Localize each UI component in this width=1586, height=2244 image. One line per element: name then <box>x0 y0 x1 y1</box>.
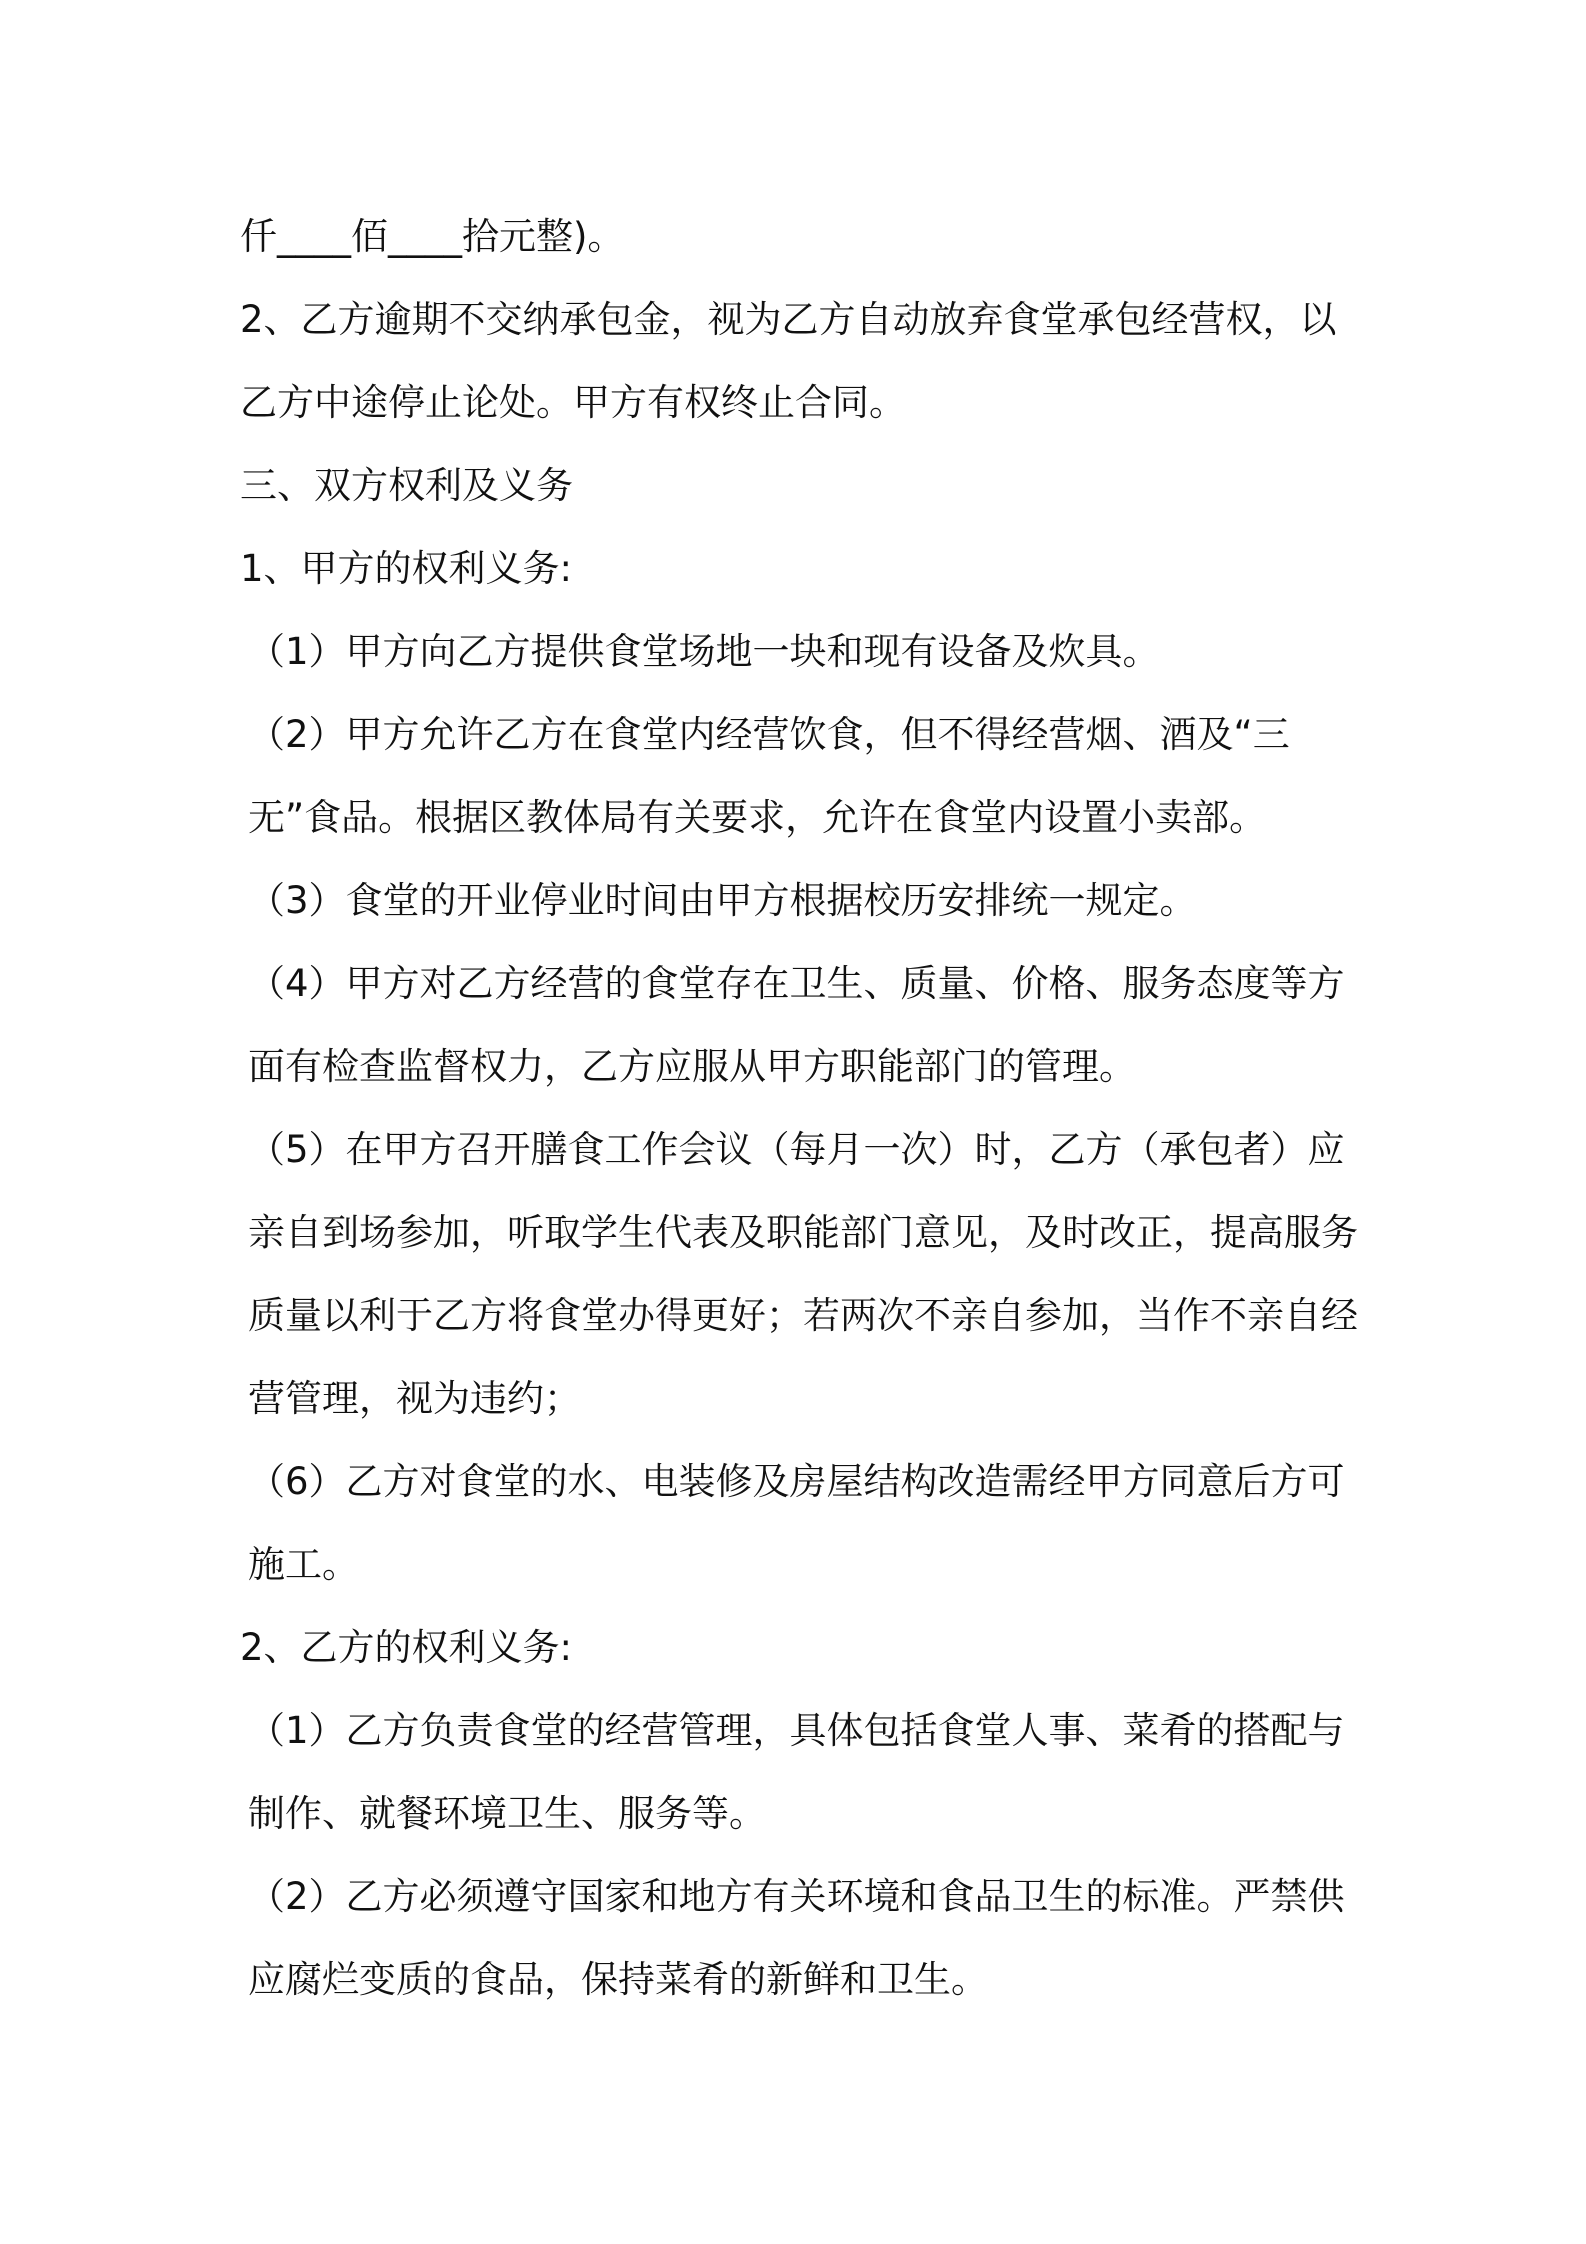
party-b-item-2: （2）乙方必须遵守国家和地方有关环境和食品卫生的标准。严禁供应腐烂变质的食品，保持菜肴的新鲜和卫生。 <box>248 1875 1345 2001</box>
party-a-item-4: （4）甲方对乙方经营的食堂存在卫生、质量、价格、服务态度等方面有检查监督权力，乙方应服从甲方职能部门的管理。 <box>248 962 1345 1088</box>
party-a-item-5: （5）在甲方召开膳食工作会议（每月一次）时，乙方（承包者）应亲自到场参加，听取学生代表及职能部门意见，及时改正，提高服务质量以利于乙方将食堂办得更好；若两次不亲自参加，当作不亲自经营管理，视为违约； <box>248 1128 1358 1420</box>
paragraph-amount-continuation: 仟____佰____拾元整)。 <box>240 215 625 258</box>
party-a-item-2: （2）甲方允许乙方在食堂内经营饮食，但不得经营烟、酒及“三无”食品。根据区教体局有关要求，允许在食堂内设置小卖部。 <box>248 713 1290 839</box>
party-a-item-3: （3）食堂的开业停业时间由甲方根据校历安排统一规定。 <box>248 879 1197 922</box>
document-body <box>240 195 1360 2021</box>
subheading-party-a: 1、甲方的权利义务: <box>240 547 573 590</box>
subheading-party-b: 2、乙方的权利义务: <box>240 1626 573 1669</box>
section-heading-rights-obligations: 三、双方权利及义务 <box>240 464 573 507</box>
party-b-item-1: （1）乙方负责食堂的经营管理，具体包括食堂人事、菜肴的搭配与制作、就餐环境卫生、服务等。 <box>248 1709 1345 1835</box>
party-a-item-6: （6）乙方对食堂的水、电装修及房屋结构改造需经甲方同意后方可施工。 <box>248 1460 1345 1586</box>
paragraph-overdue-payment: 2、乙方逾期不交纳承包金，视为乙方自动放弃食堂承包经营权，以乙方中途停止论处。甲方有权终止合同。 <box>240 298 1337 424</box>
party-a-item-1: （1）甲方向乙方提供食堂场地一块和现有设备及炊具。 <box>248 630 1160 673</box>
